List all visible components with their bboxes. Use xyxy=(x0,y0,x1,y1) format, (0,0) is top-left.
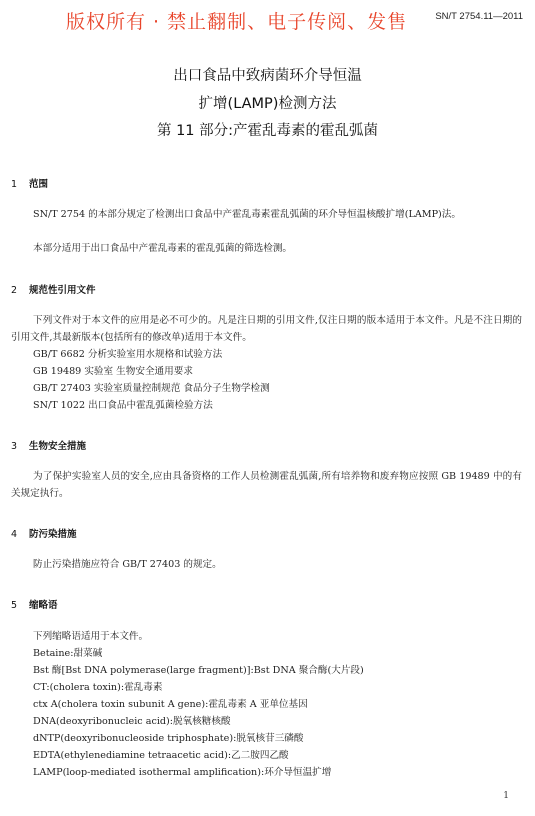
abbreviation-item: LAMP(loop-mediated isothermal amplification):环介导恒温扩增 xyxy=(33,767,332,778)
section-title: 规范性引用文件 xyxy=(29,285,96,296)
abbreviation-item: EDTA(ethylenediamine tetraacetic acid):乙二胺四乙酸 xyxy=(33,750,289,761)
section-heading-anti-contamination xyxy=(11,526,77,540)
section-heading-scope xyxy=(11,176,48,190)
abbreviation-item: ctx A(cholera toxin subunit A gene):霍乱毒素 A 亚单位基因 xyxy=(33,699,308,710)
section-heading-biosafety xyxy=(11,438,86,452)
abbreviation-item: CT:(cholera toxin):霍乱毒素 xyxy=(33,682,163,693)
scope-paragraph-2: 本部分适用于出口食品中产霍乱毒素的霍乱弧菌的筛选检测。 xyxy=(33,243,293,254)
section-number: 2 xyxy=(11,285,18,296)
scope-paragraph-1: SN/T 2754 的本部分规定了检测出口食品中产霍乱毒素霍乱弧菌的环介导恒温核酸扩增(LAMP)法。 xyxy=(33,209,461,220)
page-number: 1 xyxy=(503,791,509,801)
section-heading-abbreviations xyxy=(11,597,58,611)
title-line-2: 扩增(LAMP)检测方法 xyxy=(198,96,337,112)
title-line-1: 出口食品中致病菌环介导恒温 xyxy=(173,68,362,84)
abbreviation-item: Bst 酶[Bst DNA polymerase(large fragment)]:Bst DNA 聚合酶(大片段) xyxy=(33,665,364,676)
title-line-3: 第 11 部分:产霍乱毒素的霍乱弧菌 xyxy=(156,123,379,139)
section-title: 缩略语 xyxy=(29,600,58,611)
section-number: 5 xyxy=(11,600,18,611)
reference-item: SN/T 1022 出口食品中霍乱弧菌检验方法 xyxy=(33,400,213,411)
section-number: 4 xyxy=(11,529,18,540)
section-number: 1 xyxy=(11,179,18,190)
abbreviation-item: dNTP(deoxyribonucleoside triphosphate):脱氧核苷三磷酸 xyxy=(33,733,304,744)
reference-item: GB/T 6682 分析实验室用水规格和试验方法 xyxy=(33,349,223,360)
section-heading-normative-references xyxy=(11,282,96,296)
section-title: 范围 xyxy=(29,179,49,190)
references-intro-paragraph: 下列文件对于本文件的应用是必不可少的。凡是注日期的引用文件,仅注日期的版本适用于本文件。凡是不注日期的引用文件,其最新版本(包括所有的修改单)适用于本文件。 xyxy=(11,315,522,343)
reference-item: GB/T 27403 实验室质量控制规范 食品分子生物学检测 xyxy=(33,383,270,394)
biosafety-paragraph: 为了保护实验室人员的安全,应由具备资格的工作人员检测霍乱弧菌,所有培养物和废弃物应按照 GB 19489 中的有关规定执行。 xyxy=(11,471,522,499)
abbreviation-item: Betaine:甜菜碱 xyxy=(33,648,103,659)
section-title: 生物安全措施 xyxy=(29,441,87,452)
section-number: 3 xyxy=(11,441,18,452)
anti-contamination-paragraph: 防止污染措施应符合 GB/T 27403 的规定。 xyxy=(33,559,222,570)
reference-item: GB 19489 实验室 生物安全通用要求 xyxy=(33,366,193,377)
watermark-banner: 版权所有 · 禁止翻制、电子传阅、发售 xyxy=(66,11,408,33)
document-number: SN/T 2754.11—2011 xyxy=(435,11,523,22)
abbreviations-intro: 下列缩略语适用于本文件。 xyxy=(33,631,149,642)
section-title: 防污染措施 xyxy=(29,529,77,540)
abbreviation-item: DNA(deoxyribonucleic acid):脱氧核糖核酸 xyxy=(33,716,231,727)
